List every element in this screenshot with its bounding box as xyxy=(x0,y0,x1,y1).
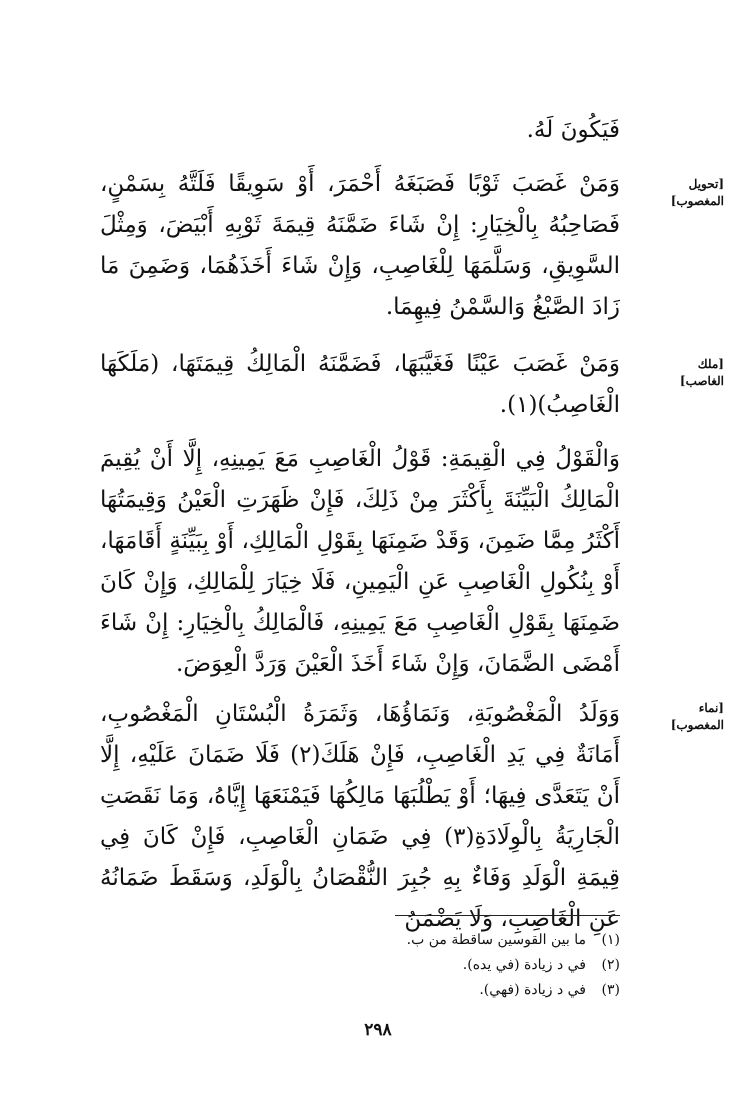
footnote-item xyxy=(380,928,620,953)
side-note-transformation xyxy=(628,176,724,210)
footnote-text: ما بين القوسين ساقطة من ب. xyxy=(406,932,586,948)
footnote-number: (١) xyxy=(601,932,620,948)
side-note-line: [نماء xyxy=(698,701,724,715)
paragraph-hidden-item: وَمَنْ غَصَبَ عَيْنًا فَغَيَّبَهَا، فَضَمَّنَهُ الْمَالِكُ قِيمَتَهَا، (مَلَكَهَا الْغَاصِبُ)(١). xyxy=(100,351,620,418)
footnote-item xyxy=(380,953,620,978)
side-note-line: [تحويل xyxy=(688,177,724,191)
paragraph-continuation: فَيَكُونَ لَهُ. xyxy=(526,117,620,143)
side-note-line: [ملك xyxy=(697,357,724,371)
side-note-line: المغصوب] xyxy=(670,194,724,208)
page-number: ٢٩٨ xyxy=(364,1020,392,1040)
side-note-line: الغاصب] xyxy=(679,374,724,388)
footnote-number: (٣) xyxy=(601,982,620,998)
paragraph-dyed-garment: وَمَنْ غَصَبَ ثَوْبًا فَصَبَغَهُ أَحْمَرَ، أَوْ سَوِيقًا فَلَتَّهُ بِسَمْنٍ، فَصَاحِبُهُ بِالْخِيَارِ: إِنْ شَاءَ ضَمَّنَهُ قِيمَةَ ثَوْبِهِ أَبْيَضَ، وَمِثْلَ السَّوِيقِ، وَسَلَّمَهَا لِلْغَاصِبِ، وَإِنْ شَاءَ أَخَذَهُمَا، وَضَمِنَ مَا زَادَ الصَّبْغُ وَالسَّمْنُ فِيهِمَا. xyxy=(100,171,620,320)
footnotes xyxy=(380,928,620,1003)
paragraph-value-dispute: وَالْقَوْلُ فِي الْقِيمَةِ: قَوْلُ الْغَاصِبِ مَعَ يَمِينِهِ، إِلَّا أَنْ يُقِيمَ الْمَالِكُ الْبَيِّنَةَ بِأَكْثَرَ مِنْ ذَلِكَ، فَإِنْ ظَهَرَتِ الْعَيْنُ وَقِيمَتُهَا أَكْثَرُ مِمَّا ضَمِنَ، وَقَدْ ضَمِنَهَا بِقَوْلِ الْمَالِكِ، أَوْ بِبَيِّنَةٍ أَقَامَهَا، أَوْ بِنُكُولِ الْغَاصِبِ عَنِ الْيَمِينِ، فَلَا خِيَارَ لِلْمَالِكِ، وَإِنْ كَانَ ضَمِنَهَا بِقَوْلِ الْغَاصِبِ مَعَ يَمِينِهِ، فَالْمَالِكُ بِالْخِيَارِ: إِنْ شَاءَ أَمْضَى الضَّمَانَ، وَإِنْ شَاءَ أَخَذَ الْعَيْنَ وَرَدَّ الْعِوَضَ. xyxy=(100,446,620,677)
footnote-number: (٢) xyxy=(601,957,620,973)
footnote-item xyxy=(380,978,620,1003)
footnote-text: في د زيادة (في يده). xyxy=(462,957,586,973)
paragraph-offspring-growth: وَوَلَدُ الْمَغْصُوبَةِ، وَنَمَاؤُهَا، وَثَمَرَةُ الْبُسْتَانِ الْمَغْصُوبِ، أَمَانَةٌ فِي يَدِ الْغَاصِبِ، فَإِنْ هَلَكَ(٢) فَلَا ضَمَانَ عَلَيْهِ، إِلَّا أَنْ يَتَعَدَّى فِيهَا؛ أَوْ يَطْلُبَهَا مَالِكُهَا فَيَمْنَعَهَا إِيَّاهُ، وَمَا نَقَصَتِ الْجَارِيَةُ بِالْوِلَادَةِ(٣) فِي ضَمَانِ الْغَاصِبِ، فَإِنْ كَانَ فِي قِيمَةِ الْوَلَدِ وَفَاءٌ بِهِ جُبِرَ النُّقْصَانُ بِالْوَلَدِ، وَسَقَطَ ضَمَانُهُ عَنِ الْغَاصِبِ، وَلَا يَضْمَنُ xyxy=(100,701,620,932)
footnote-text: في د زيادة (فهي). xyxy=(479,982,586,998)
side-note-line: المغصوب] xyxy=(670,718,724,732)
footnote-separator xyxy=(395,915,620,916)
side-note-ownership xyxy=(628,356,724,390)
side-note-growth xyxy=(628,700,724,734)
